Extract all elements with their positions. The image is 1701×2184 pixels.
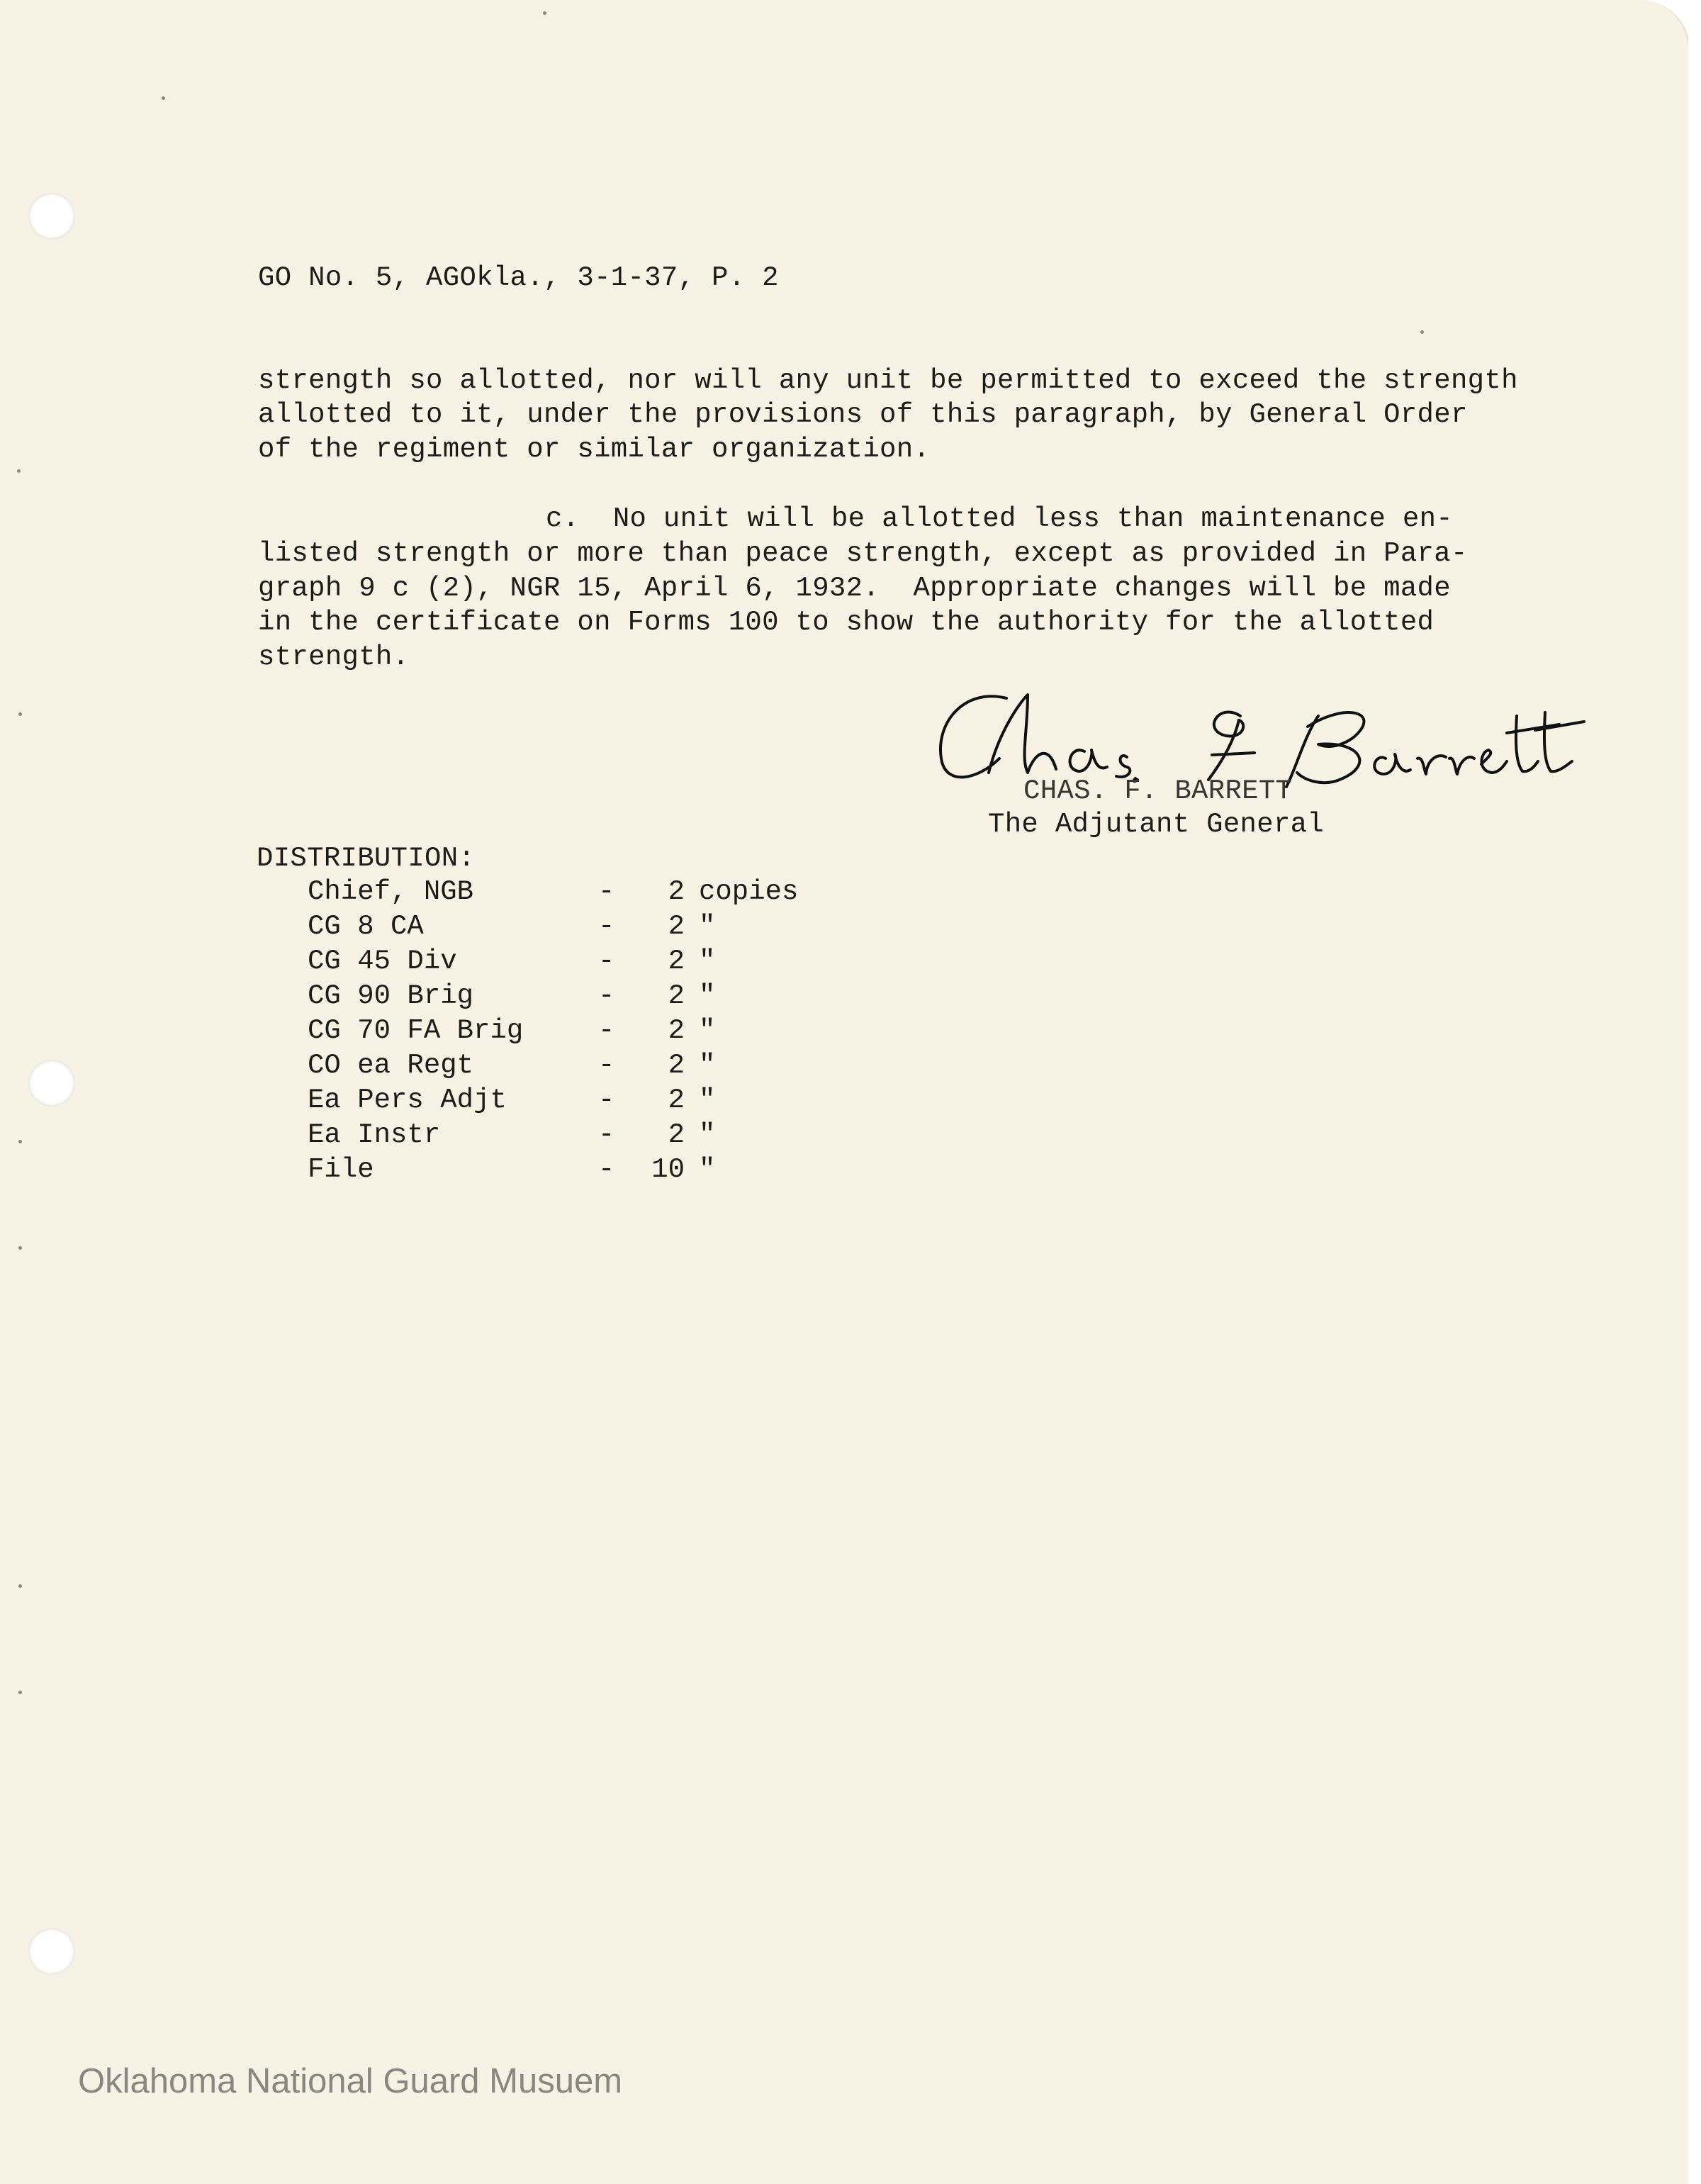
paper-speck — [17, 469, 21, 473]
distribution-recipient: CG 45 Div — [308, 946, 457, 977]
body-text-line: graph 9 c (2), NGR 15, April 6, 1932. Appropriate changes will be made — [258, 573, 1451, 604]
paper-speck — [18, 1691, 22, 1694]
body-text-line: listed strength or more than peace strength, except as provided in Para- — [258, 538, 1468, 569]
distribution-dash: - — [598, 1085, 615, 1116]
distribution-recipient: Chief, NGB — [308, 876, 474, 907]
distribution-unit: " — [699, 1154, 716, 1185]
distribution-recipient: CG 8 CA — [308, 911, 424, 942]
body-text-line: strength so allotted, nor will any unit be permitted to exceed the strength — [258, 365, 1518, 396]
distribution-row — [0, 980, 850, 1015]
distribution-row — [0, 876, 850, 911]
body-text-line: of the regiment or similar organization. — [258, 434, 931, 465]
distribution-count: 2 — [668, 946, 685, 977]
distribution-unit: " — [699, 1015, 716, 1046]
body-text-line: strength. — [258, 642, 410, 673]
paper-speck — [18, 1246, 22, 1250]
distribution-unit: " — [699, 911, 716, 942]
distribution-unit: copies — [699, 876, 799, 907]
distribution-row — [0, 946, 850, 980]
distribution-count: 2 — [668, 1015, 685, 1046]
distribution-count: 2 — [668, 1119, 685, 1150]
distribution-heading: DISTRIBUTION: — [257, 843, 476, 874]
punch-hole — [28, 193, 75, 240]
distribution-count: 2 — [668, 1050, 685, 1081]
body-text-line: allotted to it, under the provisions of this paragraph, by General Order — [258, 399, 1468, 430]
paper-speck — [162, 96, 165, 100]
paper-speck — [18, 712, 22, 716]
distribution-count: 2 — [668, 876, 685, 907]
page-edge — [1688, 0, 1701, 2184]
distribution-unit: " — [699, 1050, 716, 1081]
distribution-count: 2 — [668, 980, 685, 1012]
distribution-row — [0, 1050, 850, 1085]
distribution-dash: - — [598, 980, 615, 1012]
distribution-count: 2 — [668, 911, 685, 942]
distribution-row — [0, 911, 850, 946]
distribution-row — [0, 1154, 850, 1189]
distribution-row — [0, 1015, 850, 1050]
distribution-count: 2 — [668, 1085, 685, 1116]
body-text-line: c. No unit will be allotted less than maintenance en- — [546, 503, 1454, 534]
distribution-recipient: CG 90 Brig — [308, 980, 474, 1012]
distribution-dash: - — [598, 911, 615, 942]
distribution-recipient: File — [308, 1154, 374, 1185]
paper-speck — [18, 1584, 22, 1588]
distribution-dash: - — [598, 1050, 615, 1081]
distribution-dash: - — [598, 876, 615, 907]
distribution-unit: " — [699, 980, 716, 1012]
distribution-row — [0, 1119, 850, 1154]
paper-speck — [543, 11, 546, 15]
signer-name: CHAS. F. BARRETT — [1023, 775, 1293, 807]
document-reference: GO No. 5, AGOkla., 3-1-37, P. 2 — [258, 262, 779, 293]
punch-hole — [28, 1928, 75, 1975]
distribution-dash: - — [598, 1154, 615, 1185]
distribution-unit: " — [699, 1085, 716, 1116]
distribution-unit: " — [699, 1119, 716, 1150]
distribution-row — [0, 1085, 850, 1119]
distribution-dash: - — [598, 1119, 615, 1150]
distribution-recipient: Ea Instr — [308, 1119, 441, 1150]
distribution-recipient: CG 70 FA Brig — [308, 1015, 524, 1046]
body-text-line: in the certificate on Forms 100 to show the authority for the allotted — [258, 607, 1435, 638]
distribution-recipient: Ea Pers Adjt — [308, 1085, 507, 1116]
distribution-dash: - — [598, 946, 615, 977]
distribution-unit: " — [699, 946, 716, 977]
paper-speck — [1420, 330, 1424, 334]
distribution-dash: - — [598, 1015, 615, 1046]
signer-title: The Adjutant General — [988, 809, 1325, 840]
distribution-recipient: CO ea Regt — [308, 1050, 474, 1081]
museum-watermark: Oklahoma National Guard Musuem — [78, 2062, 623, 2100]
distribution-count: 10 — [651, 1154, 685, 1185]
